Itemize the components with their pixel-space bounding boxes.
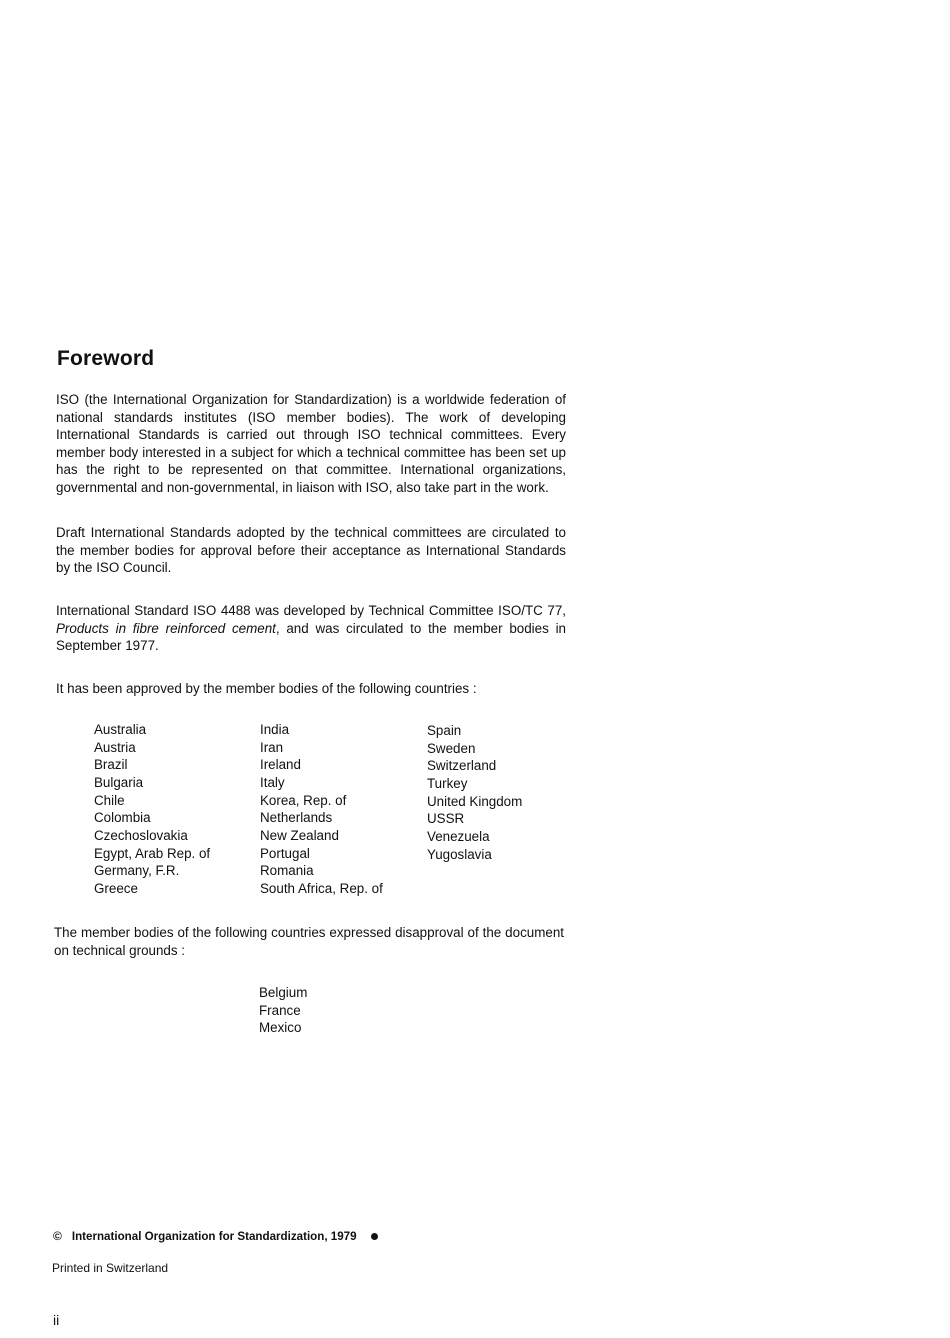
country-item: France xyxy=(259,1002,301,1018)
country-item: Iran xyxy=(260,739,284,755)
page-title: Foreword xyxy=(57,347,155,370)
country-item: Belgium xyxy=(259,985,308,1000)
paragraph-standard-development-part1: International Standard ISO 4488 was developed by Technical Committee ISO/TC 77, xyxy=(56,603,566,618)
country-item: Sweden xyxy=(427,740,476,756)
country-item: South Africa, Rep. of xyxy=(260,880,383,896)
country-item: Yugoslavia xyxy=(427,846,492,862)
paragraph-standard-development xyxy=(56,602,566,655)
country-item: Brazil xyxy=(94,757,128,773)
approved-countries-column-1 xyxy=(94,721,210,898)
country-item: Switzerland xyxy=(427,758,497,774)
country-item: Egypt, Arab Rep. of xyxy=(94,845,211,861)
country-item: Greece xyxy=(94,880,138,896)
committee-title: Products in fibre reinforced cement xyxy=(56,620,276,636)
country-item: Korea, Rep. of xyxy=(260,792,347,808)
country-item: Netherlands xyxy=(260,810,333,826)
country-item: Italy xyxy=(260,774,285,790)
approved-countries-column-3 xyxy=(427,722,522,863)
paragraph-draft-standards: Draft International Standards adopted by the technical committees are circulated to the member bodies for approval before their acceptance as International Standards by the ISO Council. xyxy=(56,525,566,576)
approved-countries-column-2 xyxy=(260,721,383,898)
paragraph-iso-intro: ISO (the International Organization for Standardization) is a worldwide federation of national standards institutes (ISO member bodies). The work of developing International Standards is carried out through ISO technical committees. Every member body interested in a subject for which a technical committee has been set up has the right to be represented on that committee. International organizations, governmental and non-governmental, in liaison with ISO, also take part in the work. xyxy=(56,392,566,495)
country-item: Austria xyxy=(94,739,136,755)
paragraph-disapproval-intro: The member bodies of the following countries expressed disapproval of the document on technical grounds : xyxy=(54,925,564,958)
copyright-icon: © xyxy=(53,1229,62,1243)
country-item: India xyxy=(260,722,290,737)
country-item: Portugal xyxy=(260,845,310,861)
country-item: Bulgaria xyxy=(94,774,144,790)
country-item: USSR xyxy=(427,811,465,827)
copyright-line xyxy=(53,1229,378,1243)
country-item: Spain xyxy=(427,723,462,738)
country-item: Ireland xyxy=(260,757,301,773)
country-item: Venezuela xyxy=(427,828,490,844)
paragraph-approval-intro: It has been approved by the member bodies of the following countries : xyxy=(56,681,477,696)
country-item: Colombia xyxy=(94,810,151,826)
country-item: Czechoslovakia xyxy=(94,827,188,843)
paragraph-standard-development-part2: , and was circulated to the member bodies in September 1977. xyxy=(56,620,566,654)
country-item: United Kingdom xyxy=(427,793,523,809)
printed-location: Printed in Switzerland xyxy=(52,1261,169,1275)
country-item: Turkey xyxy=(427,775,468,791)
country-item: Mexico xyxy=(259,1020,302,1036)
country-item: Chile xyxy=(94,792,125,808)
country-item: Australia xyxy=(94,722,147,737)
bullet-icon xyxy=(371,1233,378,1240)
country-item: New Zealand xyxy=(260,827,339,843)
country-item: Romania xyxy=(260,863,314,879)
copyright-text: International Organization for Standardization, 1979 xyxy=(71,1229,357,1243)
country-item: Germany, F.R. xyxy=(94,863,180,879)
disapproved-countries-list xyxy=(259,984,307,1037)
page-number: ii xyxy=(53,1312,60,1328)
